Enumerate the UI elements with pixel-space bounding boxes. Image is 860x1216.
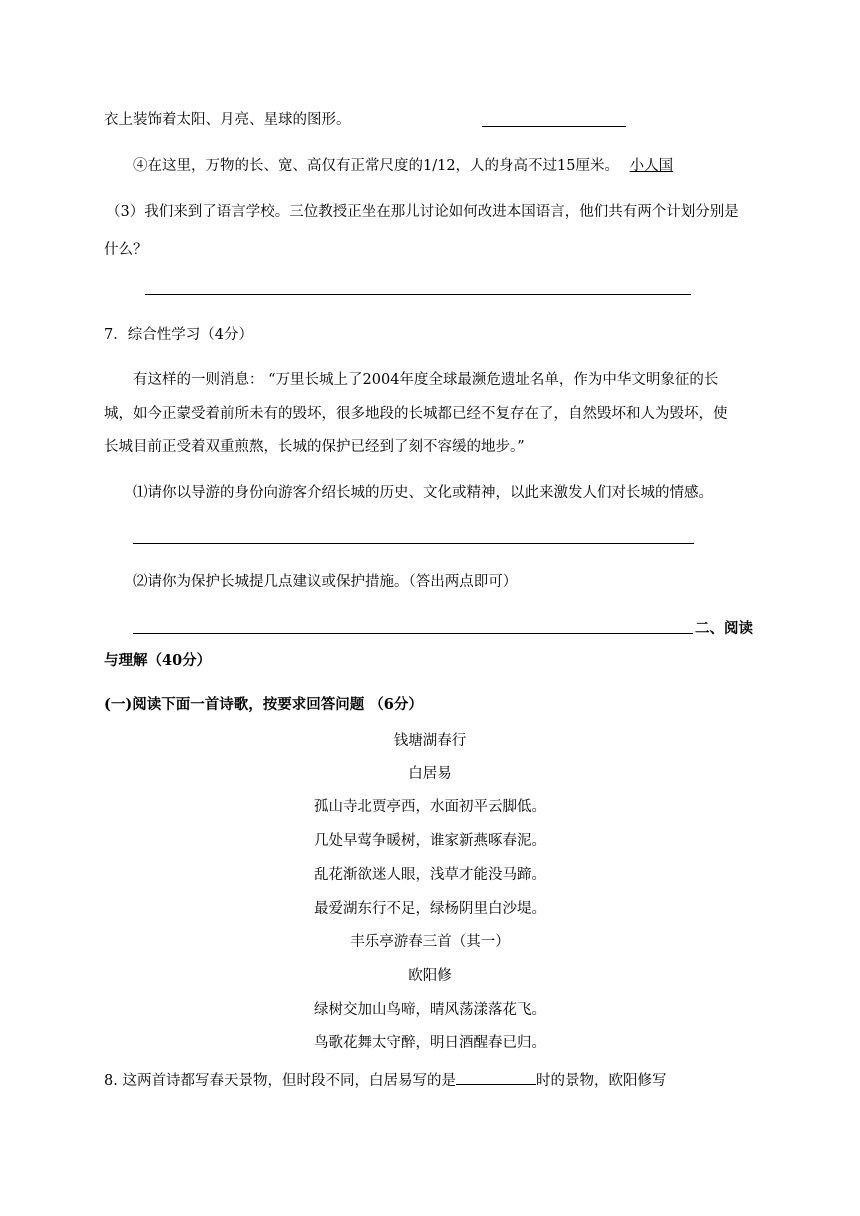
poem2-author: 欧阳修 xyxy=(408,968,452,984)
poem2-line: 绿树交加山鸟啼，晴风荡漾落花飞。 xyxy=(314,1002,546,1018)
q6-item4: ④在这里，万物的长、宽、高仅有正常尺度的1/12，人的身高不过15厘米。 小人国 xyxy=(133,156,681,176)
poem1-title: 钱塘湖春行 xyxy=(393,733,467,749)
answer-blank-line[interactable] xyxy=(145,294,691,295)
answer-blank-line[interactable] xyxy=(482,126,626,127)
q8-answer-blank[interactable] xyxy=(456,1068,536,1085)
poem1-line: 最爱湖东行不足，绿杨阴里白沙堤。 xyxy=(314,901,546,917)
poem2-title: 丰乐亭游春三首（其一） xyxy=(350,934,510,950)
q7-sub1: ⑴请你以导游的身份向游客介绍长城的历史、文化或精神，以此来激发人们对长城的情感。 xyxy=(133,485,713,501)
poem1-author: 白居易 xyxy=(408,766,452,782)
q8-line: 8. 这两首诗都写春天景物，但时段不同，白居易写的是 时的景物，欧阳修写 xyxy=(104,1068,666,1091)
q7-para-line2: 城，如今正蒙受着前所未有的毁坏，很多地段的长城都已经不复存在了，自然毁坏和人为毁坏，使 xyxy=(104,406,728,422)
q6-sub3-line1: （3）我们来到了语言学校。三位教授正坐在那儿讨论如何改进本国语言，他们共有两个计划分别是 xyxy=(106,204,739,220)
section2-title-part2: 与理解（40分） xyxy=(104,652,212,669)
q7-sub2: ⑵请你为保护长城提几点建议或保护措施。（答出两点即可） xyxy=(133,574,518,590)
answer-blank-line[interactable] xyxy=(133,633,693,634)
q7-para-line1: 有这样的一则消息： “万里长城上了2004年度全球最濒危遗址名单，作为中华文明象征的长 xyxy=(133,372,719,388)
poem1-line: 乱花渐欲迷人眼，浅草才能没马蹄。 xyxy=(314,867,546,883)
q6-line-a: 衣上装饰着太阳、月亮、星球的图形。 xyxy=(104,112,351,128)
poem1-line: 孤山寺北贾亭西，水面初平云脚低。 xyxy=(314,799,546,815)
q6-sub3-line2: 什么？ xyxy=(104,242,148,258)
poem2-line: 鸟歌花舞太守醉，明日酒醒春已归。 xyxy=(314,1035,546,1051)
reading1-heading: (一)阅读下面一首诗歌，按要求回答问题 （6分） xyxy=(104,696,423,713)
q7-para-line3: 长城目前正受着双重煎熬，长城的保护已经到了刻不容缓的地步。” xyxy=(104,439,525,455)
poem1-line: 几处早莺争暖树，谁家新燕啄春泥。 xyxy=(314,833,546,849)
section2-title-part1: 二、阅读 xyxy=(695,620,753,637)
answer-blank-line[interactable] xyxy=(133,543,694,544)
q6-item4-answer: 小人国 xyxy=(629,158,674,174)
q7-heading: 7．综合性学习（4分） xyxy=(104,327,253,343)
